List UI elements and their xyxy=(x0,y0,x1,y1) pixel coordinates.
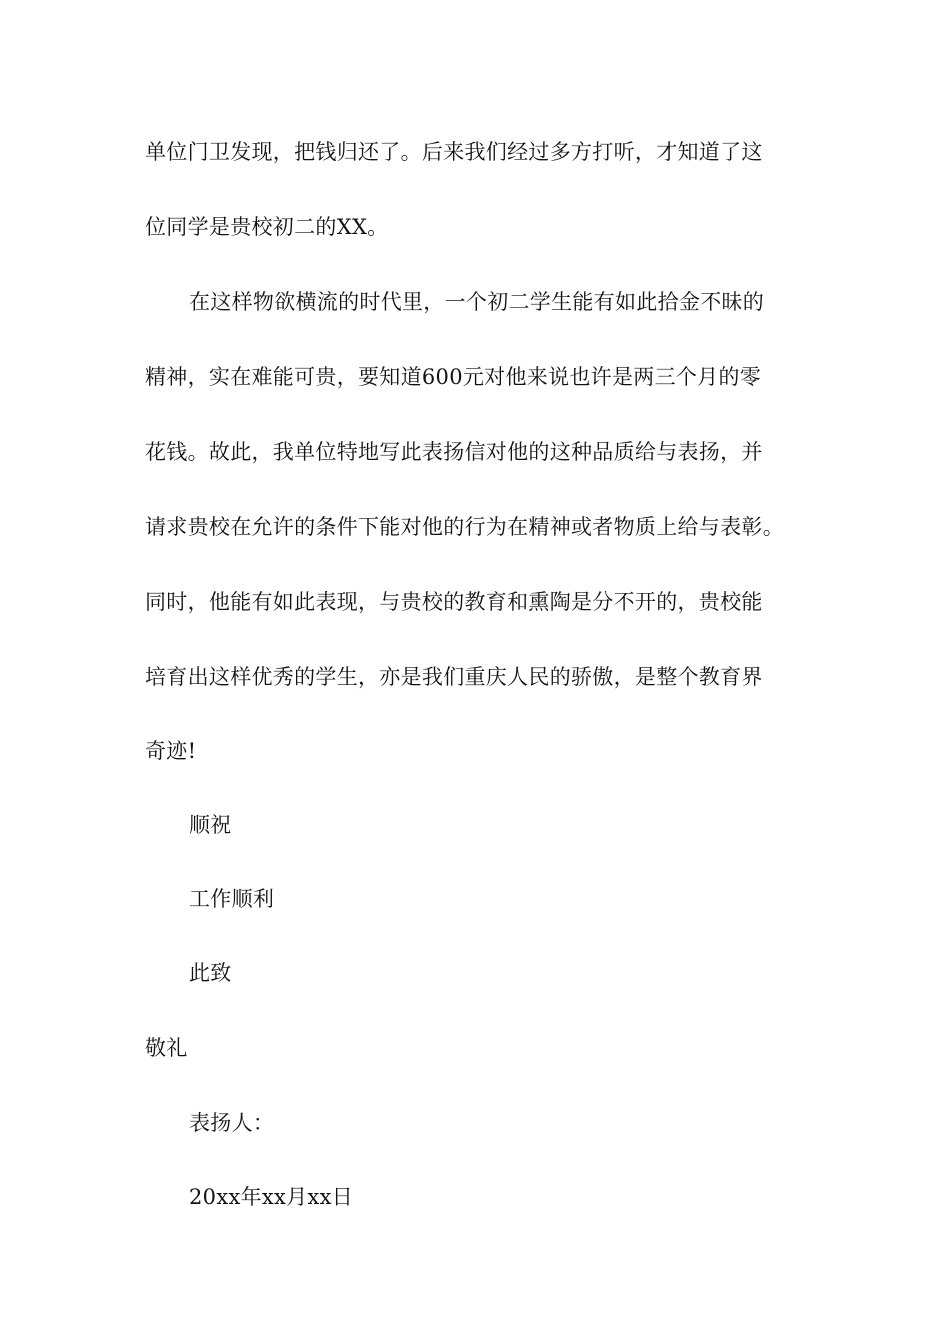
closing-salute-2: 敬礼 xyxy=(145,1036,188,1060)
body-line-1: 单位门卫发现，把钱归还了。后来我们经过多方打听，才知道了这 xyxy=(145,140,763,164)
body-line-8: 培育出这样优秀的学生，亦是我们重庆人民的骄傲，是整个教育界 xyxy=(145,665,763,689)
signer-label: 表扬人： xyxy=(189,1111,275,1135)
body-line-9: 奇迹! xyxy=(145,739,197,763)
body-line-5: 花钱。故此，我单位特地写此表扬信对他的这种品质给与表扬，并 xyxy=(145,440,763,464)
body-line-6: 请求贵校在允许的条件下能对他的行为在精神或者物质上给与表彰。 xyxy=(145,515,784,539)
signature-date: 20xx年xx月xx日 xyxy=(189,1185,354,1209)
closing-wish-1: 顺祝 xyxy=(189,813,232,837)
body-line-2: 位同学是贵校初二的XX。 xyxy=(145,215,389,239)
closing-wish-2: 工作顺利 xyxy=(189,887,275,911)
body-line-3: 在这样物欲横流的时代里，一个初二学生能有如此拾金不昧的 xyxy=(189,290,765,314)
closing-salute-1: 此致 xyxy=(189,961,232,985)
body-line-4: 精神，实在难能可贵，要知道600元对他来说也许是两三个月的零 xyxy=(145,365,762,389)
body-line-7: 同时，他能有如此表现，与贵校的教育和熏陶是分不开的，贵校能 xyxy=(145,590,763,614)
